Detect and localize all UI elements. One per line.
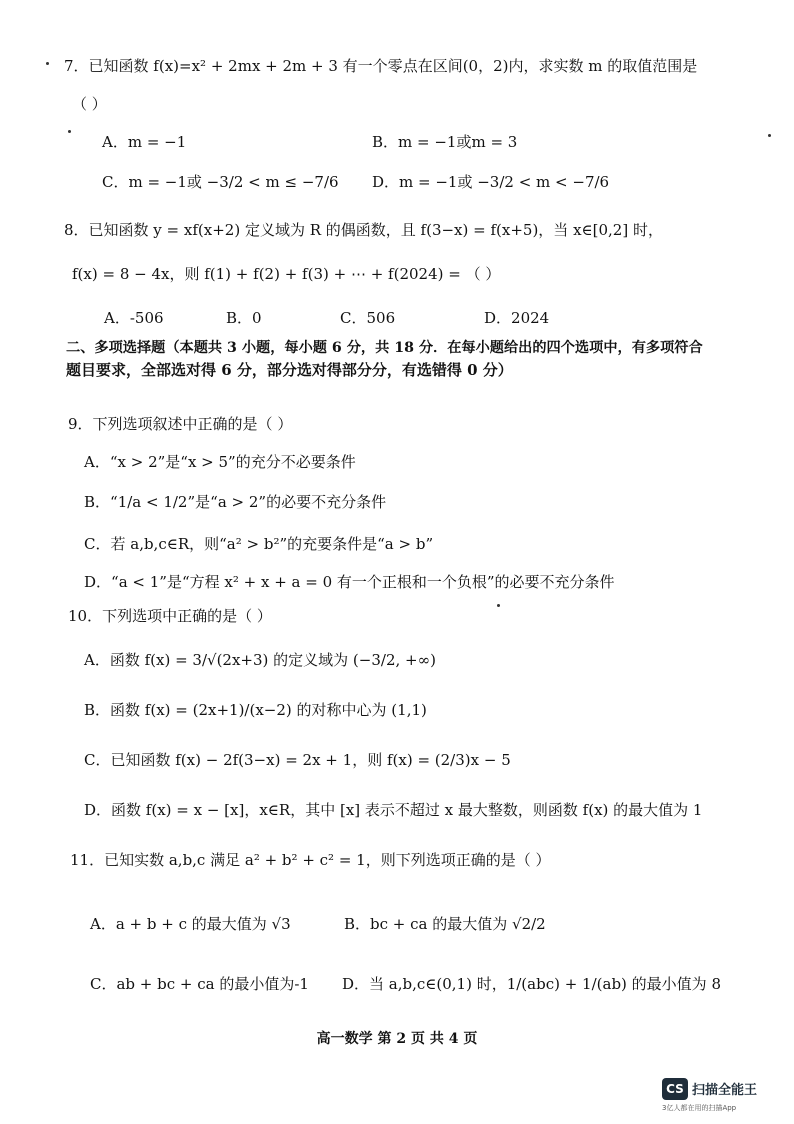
q7-stem: 7．已知函数 f(x)=x² + 2mx + 2m + 3 有一个零点在区间(0，2)内，求实数 m 的取值范围是 xyxy=(64,57,698,75)
camscanner-logo-icon: CS xyxy=(662,1078,688,1100)
q11-option-b: B．bc + ca 的最大值为 √2/2 xyxy=(344,915,546,933)
q11-stem: 11．已知实数 a,b,c 满足 a² + b² + c² = 1，则下列选项正确的是（ ） xyxy=(70,851,551,869)
q11-option-a: A．a + b + c 的最大值为 √3 xyxy=(90,915,291,933)
q8-option-b: B．0 xyxy=(226,309,262,327)
watermark-subtitle: 3亿人都在用的扫描App xyxy=(662,1104,737,1112)
q8-stem: 8．已知函数 y = xf(x+2) 定义域为 R 的偶函数，且 f(3−x) = f(x+5)，当 x∈[0,2] 时， xyxy=(64,221,663,239)
q11-option-d: D．当 a,b,c∈(0,1) 时，1/(abc) + 1/(ab) 的最小值为 8 xyxy=(342,975,721,993)
section-heading: 二、多项选择题（本题共 3 小题，每小题 6 分，共 18 分．在每小题给出的四个选项中，有多项符合 xyxy=(66,340,703,356)
q8-option-a: A．-506 xyxy=(104,309,164,327)
q10-option-a: A．函数 f(x) = 3/√(2x+3) 的定义域为 (−3/2, +∞) xyxy=(84,651,436,669)
q10-option-c: C．已知函数 f(x) − 2f(3−x) = 2x + 1，则 f(x) = (2/3)x − 5 xyxy=(84,751,511,769)
watermark-title: 扫描全能王 xyxy=(692,1083,758,1098)
q8-option-d: D．2024 xyxy=(484,309,550,327)
q7-option-c: C．m = −1或 −3/2 < m ≤ −7/6 xyxy=(102,173,339,191)
q9-option-a: A．“x > 2”是“x > 5”的充分不必要条件 xyxy=(84,453,356,471)
q7-option-d: D．m = −1或 −3/2 < m < −7/6 xyxy=(372,173,610,191)
q9-option-d: D．“a < 1”是“方程 x² + x + a = 0 有一个正根和一个负根”的必要不充分条件 xyxy=(84,573,615,591)
q9-stem: 9．下列选项叙述中正确的是（ ） xyxy=(68,415,293,433)
q8-stem-continued: f(x) = 8 − 4x，则 f(1) + f(2) + f(3) + ⋯ + f(2024) = （ ） xyxy=(72,265,501,283)
q7-paren: （ ） xyxy=(72,95,107,113)
scan-speck xyxy=(497,604,500,607)
q11-option-c: C．ab + bc + ca 的最小值为-1 xyxy=(90,975,309,993)
section-heading-continued: 题目要求，全部选对得 6 分，部分选对得部分分，有选错得 0 分） xyxy=(66,361,513,379)
scanner-watermark xyxy=(662,1078,780,1112)
q10-option-b: B．函数 f(x) = (2x+1)/(x−2) 的对称中心为 (1,1) xyxy=(84,701,427,719)
q10-option-d: D．函数 f(x) = x − [x]，x∈R，其中 [x] 表示不超过 x 最大整数，则函数 f(x) 的最大值为 1 xyxy=(84,801,703,819)
q9-option-b: B．“1/a < 1/2”是“a > 2”的必要不充分条件 xyxy=(84,493,387,511)
q8-option-c: C．506 xyxy=(340,309,396,327)
scan-speck xyxy=(68,130,71,133)
q10-stem: 10．下列选项中正确的是（ ） xyxy=(68,607,272,625)
q7-option-b: B．m = −1或m = 3 xyxy=(372,133,518,151)
scan-speck xyxy=(46,62,49,65)
q7-option-a: A．m = −1 xyxy=(102,133,187,151)
scan-speck xyxy=(768,134,771,137)
page-footer: 高一数学 第 2 页 共 4 页 xyxy=(316,1031,478,1047)
q9-option-c: C．若 a,b,c∈R，则“a² > b²”的充要条件是“a > b” xyxy=(84,535,434,553)
